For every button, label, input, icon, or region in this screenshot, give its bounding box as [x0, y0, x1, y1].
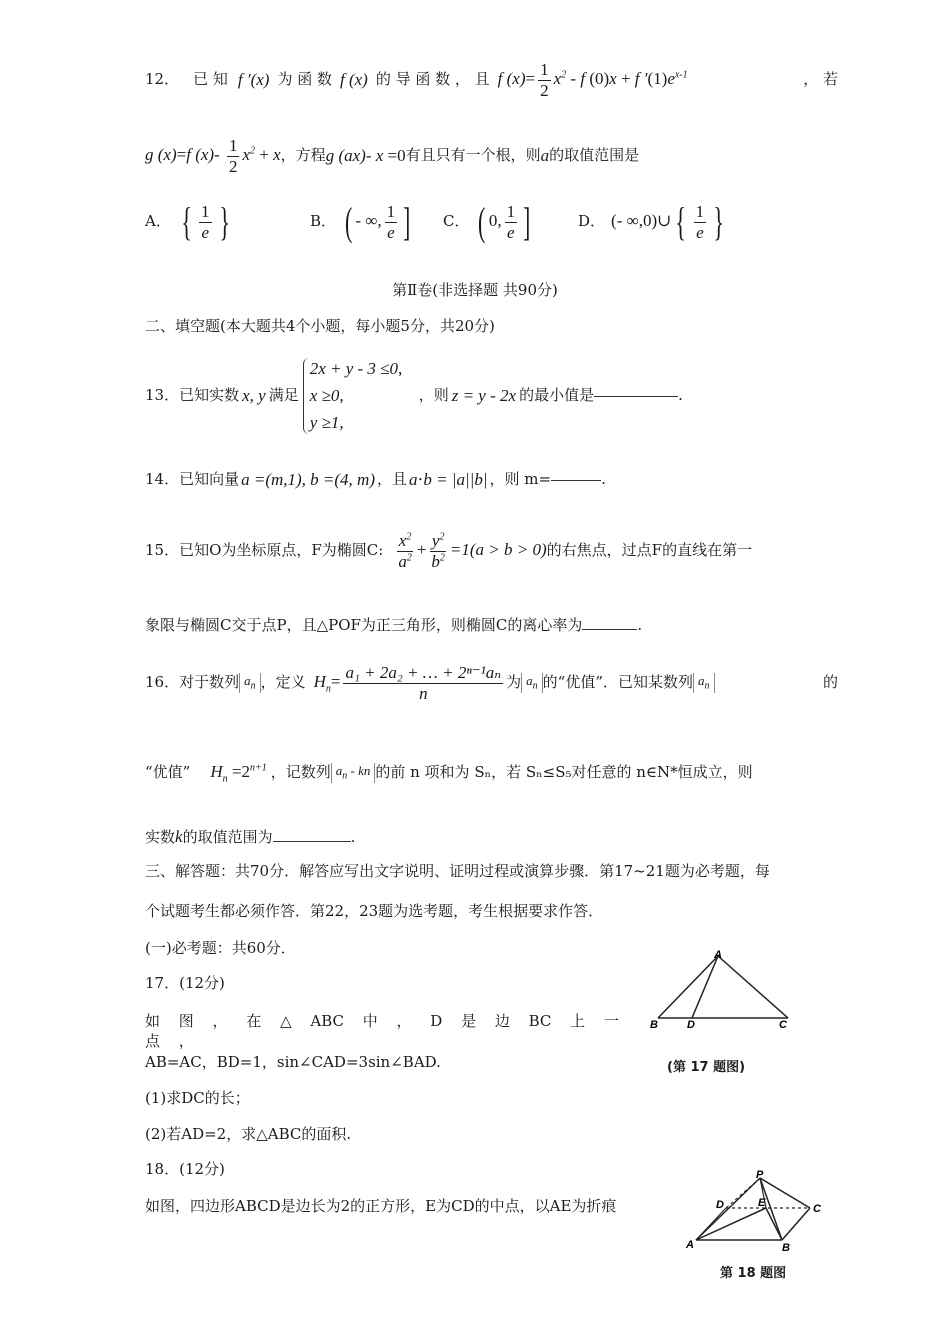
- q14-and: ，且: [377, 470, 408, 489]
- q15-line2-text: 象限与椭圆C交于点P，且△POF为正三角形，则椭圆C的离心率为: [145, 616, 583, 634]
- q14: [145, 462, 838, 498]
- q12-known: 已 知: [193, 70, 228, 89]
- choice-d-expr: (- ∞,0)∪ { $\frac{1}{e}$ }: [611, 199, 724, 245]
- q14-blank[interactable]: [551, 480, 601, 481]
- q12-line1: [145, 60, 838, 100]
- q12-number: 12．: [145, 70, 180, 89]
- q15-blank[interactable]: [582, 629, 637, 630]
- choice-a-expr: { $\frac{1}{e}$ }: [181, 199, 230, 245]
- q16-line1: [145, 658, 838, 708]
- q15-line1: [145, 525, 838, 577]
- q17-figure-caption: (第 17 题图): [667, 1060, 746, 1075]
- q13-ask: 的最小值是: [519, 386, 595, 405]
- q12-fprime: f ′(x): [237, 69, 270, 89]
- q17-figure: [640, 948, 820, 1030]
- q12-g-definition: g (x)=f (x)- $\frac{1}{2}$ $x^2 + x$: [145, 135, 281, 176]
- q15-lead: 15．已知O为坐标原点，F为椭圆C:: [145, 541, 384, 560]
- q16-line2-open: “优值”: [145, 763, 191, 782]
- q17-label-c: C: [779, 1019, 787, 1030]
- q17-label-b: B: [650, 1019, 658, 1030]
- q16-line3-text: 实数: [145, 828, 176, 846]
- q16-sum-text: 的前 n 项和为 Sₙ，若 Sₙ≤S₅对任意的 n∈N*恒成立，则: [375, 763, 753, 782]
- q16-define: ，定义: [260, 673, 306, 692]
- q15-cond: =1(a > b > 0): [449, 539, 547, 559]
- q16-numerator: a₁ + 2a₂ + … + 2ⁿ⁻¹aₙ: [345, 662, 502, 682]
- q17-side-ab: [658, 956, 718, 1018]
- q16-lead: 16．对于数列: [145, 673, 240, 692]
- q18-edge-eb: [766, 1208, 782, 1240]
- q17-label-a: A: [714, 949, 722, 961]
- q13-c1: 2x + y - 3 ≤0,: [309, 358, 403, 378]
- q16-as: 为: [506, 673, 522, 692]
- choice-d[interactable]: [578, 199, 728, 245]
- q18-figure-caption: 第 18 题图: [720, 1266, 787, 1281]
- q14-condition: a⋅b = |a||b|: [409, 469, 488, 489]
- q16-k: k: [175, 827, 183, 846]
- q17-part1: (1)求DC的长；: [145, 1089, 250, 1107]
- q18-head: 18．(12分): [145, 1160, 225, 1178]
- choice-d-letter: D．: [578, 212, 606, 231]
- q18-label-b: B: [782, 1242, 790, 1252]
- choice-b-letter: B．: [310, 212, 337, 231]
- choice-c[interactable]: [443, 199, 533, 245]
- section3-line1: 三、解答题：共70分．解答应写出文字说明、证明过程或演算步骤．第17~21题为必考题，每: [145, 862, 770, 880]
- q14-lead: 14．已知向量: [145, 470, 240, 489]
- q16-line3: [145, 826, 838, 848]
- q18-figure: [682, 1168, 832, 1252]
- q18-label-p: P: [756, 1169, 764, 1181]
- q13-end: .: [678, 386, 683, 405]
- q16-record: ，记数列: [270, 763, 331, 782]
- section3-line2: 个试题考生都必须作答．第22，23题为选考题，考生根据要求作答．: [145, 902, 604, 920]
- q12-tail: ， 若: [803, 70, 838, 89]
- q16-seq-an: $a_n$: [239, 673, 261, 693]
- q17-label-d: D: [687, 1019, 695, 1030]
- choice-c-letter: C．: [443, 212, 470, 231]
- section2-heading: 二、填空题(本大题共4个小题，每小题5分，共20分): [145, 317, 495, 335]
- q12-f-definition: f (x)= $\frac{1}{2}$ $x^2$ - f (0)x + f $'(1)e^{x-1}$: [497, 59, 688, 100]
- q15-end: .: [637, 616, 643, 634]
- q16-Hn: $H_n=$ $\frac{\text{a₁ + 2a₂ + … + 2ⁿ⁻¹aₙ}}{n}$: [313, 662, 502, 703]
- q16-line2: [145, 755, 838, 791]
- section3-sub: (一)必考题：共60分．: [145, 939, 296, 957]
- q18-label-d: D: [716, 1199, 724, 1211]
- q16-youzhi: 的“优值”．已知某数列: [542, 673, 694, 692]
- q13-c3: y ≥1,: [309, 413, 344, 433]
- q12-param: a: [540, 145, 550, 165]
- q16-ask: 的取值范围为: [182, 828, 273, 846]
- q17-part2: (2)若AD=2，求△ABC的面积.: [145, 1125, 352, 1143]
- q15-ellipse: $\frac{x^2}{a^2}$ + $\frac{y^2}{b^2}$ =1(a > b > 0): [398, 530, 547, 571]
- part2-title: 第Ⅱ卷(非选择题 共90分): [392, 281, 558, 299]
- q18-label-e: E: [758, 1197, 766, 1209]
- q18-label-a: A: [686, 1239, 694, 1251]
- q13-blank[interactable]: [594, 396, 678, 397]
- q17-line2: AB=AC，BD=1，sin∠CAD=3sin∠BAD.: [145, 1053, 441, 1071]
- q14-end: .: [601, 470, 606, 489]
- choice-b[interactable]: [310, 199, 413, 245]
- q14-ask: ，则 m=: [489, 470, 552, 489]
- q17-head: 17．(12分): [145, 974, 225, 992]
- q12-ask: 的取值范围是: [549, 146, 640, 165]
- q13-satisfies: 满足: [268, 386, 299, 405]
- q16-blank[interactable]: [273, 841, 351, 842]
- q13-then: ，则: [418, 386, 449, 405]
- q16-seq-an-kn: $a_n$ - kn: [331, 763, 376, 783]
- q16-seq-an-3: $a_n$: [693, 673, 715, 693]
- q18-edge-bc: [782, 1208, 810, 1240]
- q14-vectors: a =(m,1), b =(4, m): [241, 469, 375, 489]
- q13-lead: 13．已知实数: [145, 386, 240, 405]
- q16-de: 的: [822, 673, 838, 692]
- choice-a[interactable]: [145, 199, 234, 245]
- q12-is-deriv: 为 函 数: [277, 70, 332, 89]
- choice-a-letter: A．: [145, 212, 171, 231]
- q18-label-c: C: [813, 1203, 821, 1215]
- q16-denominator: n: [419, 683, 428, 703]
- q13-constraints: [303, 358, 415, 434]
- q13-c2: x ≥0,: [309, 385, 344, 405]
- q18-edge-pc: [760, 1178, 810, 1208]
- q16-end: .: [350, 828, 356, 846]
- choice-b-expr: ( - ∞, $\frac{1}{e}$ ]: [345, 199, 411, 245]
- q17-line1: 如 图 ， 在 △ ABC 中 ， D 是 边 BC 上 一 点 ，: [145, 1012, 619, 1050]
- q12-line2: [145, 135, 838, 177]
- q12-choices: [145, 199, 838, 252]
- q17-segment-ad: [692, 956, 718, 1018]
- q13-objective: z = y - 2x: [451, 385, 517, 405]
- q17-side-ac: [718, 956, 788, 1018]
- choice-c-expr: ( 0, $\frac{1}{e}$ ]: [478, 199, 531, 245]
- q18-line1: 如图，四边形ABCD是边长为2的正方形，E为CD的中点，以AE为折痕: [145, 1197, 617, 1215]
- q12-fx: f (x): [339, 69, 368, 89]
- q15-line2: [145, 616, 838, 636]
- q16-seq-an-2: $a_n$: [521, 673, 543, 693]
- q16-Hn-value: $H_n =2^{n+1}$: [210, 761, 267, 785]
- q12-equation: g (ax)- x =0: [325, 145, 406, 165]
- q15-tail: 的右焦点，过点F的直线在第一: [546, 541, 753, 560]
- q12-equation-text: ，方程: [280, 146, 326, 165]
- q18-edge-pa: [696, 1178, 760, 1240]
- q18-edge-pd: [726, 1178, 760, 1208]
- q12-deriv-of: 的 导 函 数 ， 且: [375, 70, 490, 89]
- q18-edge-ae: [696, 1208, 766, 1240]
- q13-vars: x, y: [242, 385, 266, 405]
- q12-eq-zero: 有且只有一个根，则: [405, 146, 541, 165]
- q13: [145, 355, 838, 437]
